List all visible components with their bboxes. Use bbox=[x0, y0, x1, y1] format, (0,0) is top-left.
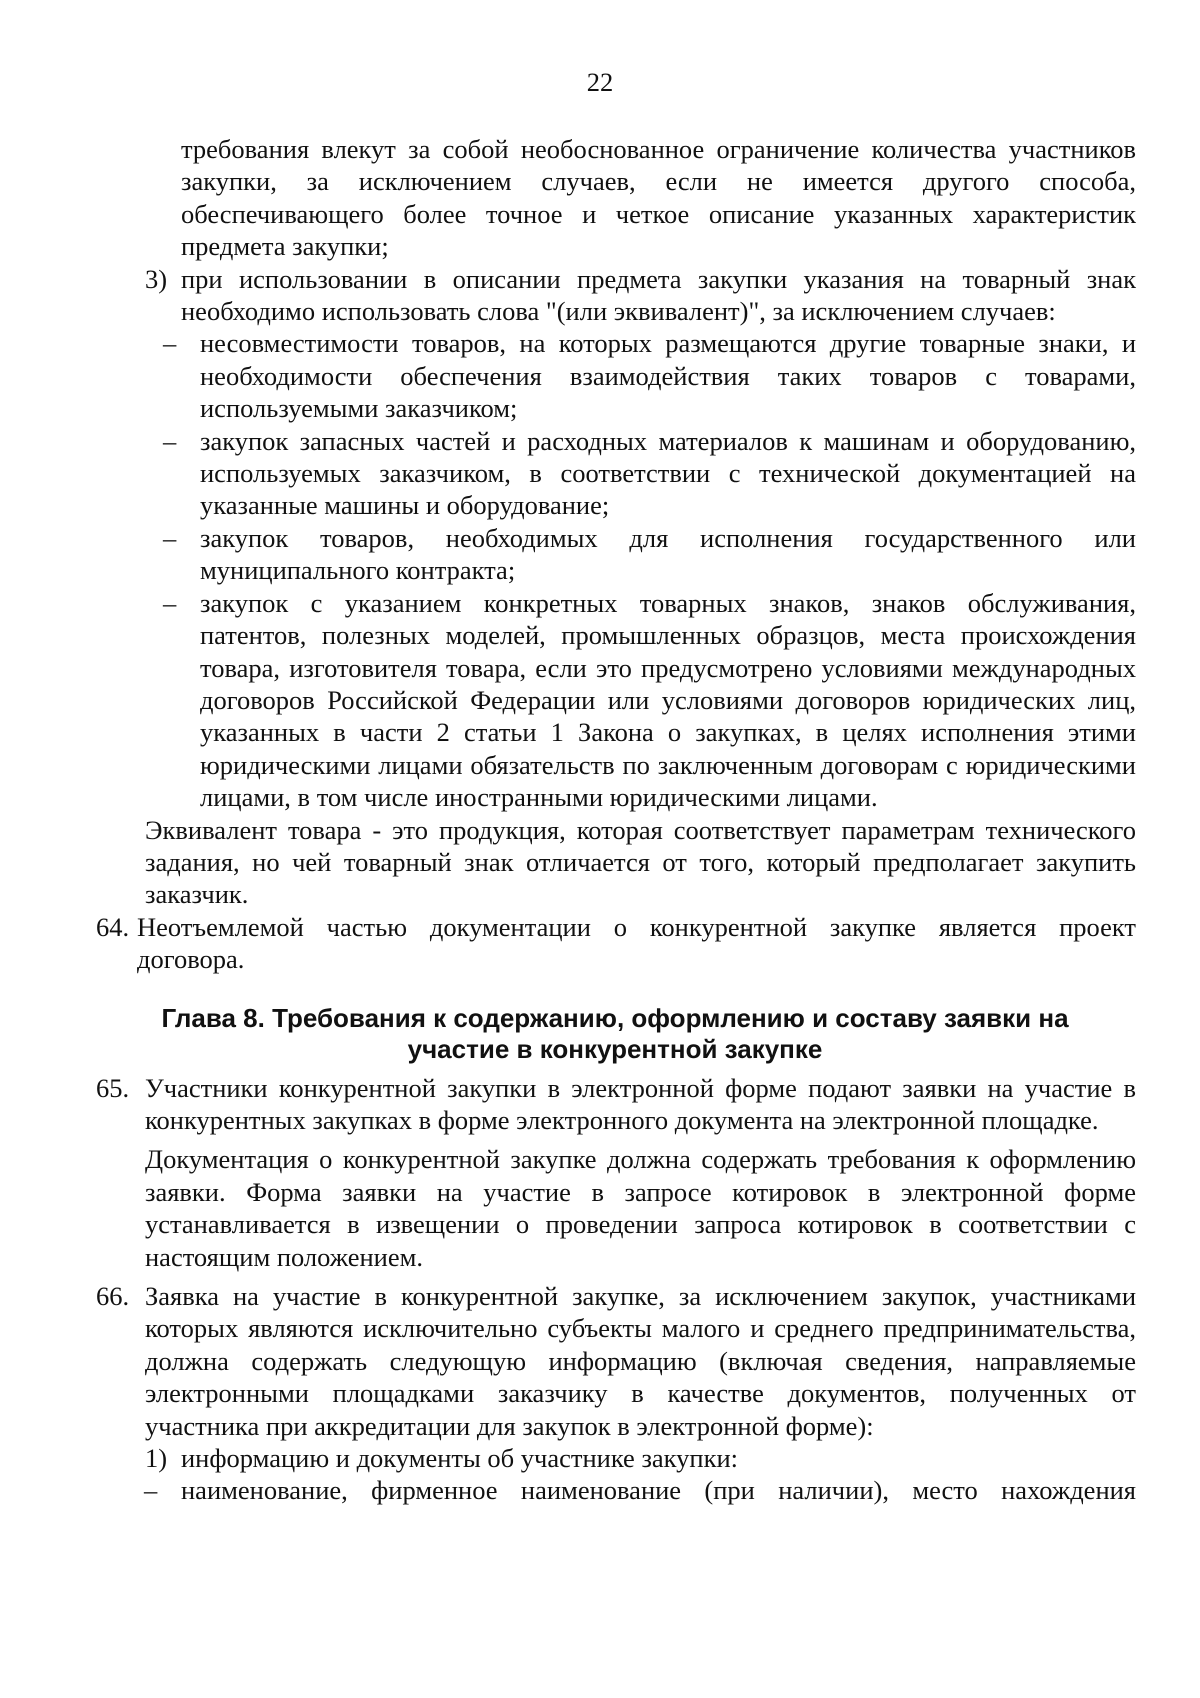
continuation-paragraph: требования влекут за собой необоснованное ограничение количества участников закупки, за исключением случаев, если не имеется другого способа, обеспечивающего более точное и четкое описание указанных характеристик предмета закупки; bbox=[181, 134, 1136, 262]
dash-item-text: закупок запасных частей и расходных материалов к машинам и оборудованию, используемых заказчиком, в соответствии с технической документацией на указанные машины и оборудование; bbox=[200, 425, 1136, 521]
dash-item bbox=[144, 1474, 1136, 1506]
list-item-3 bbox=[145, 263, 1136, 328]
dash-bullet: – bbox=[163, 522, 177, 553]
item-65-paragraph-2: Документация о конкурентной закупке должна содержать требования к оформлению заявки. Форма заявки на участие в запросе котировок в электронной форме устанавливается в извещении о проведении запроса котировок в соответствии с настоящим положением. bbox=[145, 1144, 1136, 1272]
page-content bbox=[0, 133, 1200, 1507]
dash-item bbox=[163, 425, 1136, 522]
item-64 bbox=[96, 911, 1136, 976]
dash-item-text: закупок товаров, необходимых для исполнения государственного или муниципального контракта; bbox=[200, 522, 1136, 586]
dash-item-text: закупок с указанием конкретных товарных знаков, знаков обслуживания, патентов, полезных моделей, промышленных образцов, места происхождения товара, изготовителя товара, если это предусмотрено условиями международных договоров Российской Федерации или условиями договоров юридических лиц, указанных в части 2 статьи 1 Закона о закупках, в целях исполнения этими юридическими лицами обязательств по заключенным договорам с юридическими лицами, в том числе иностранными юридическими лицами. bbox=[200, 587, 1136, 813]
dash-item bbox=[163, 587, 1136, 814]
item-66-subitem-1 bbox=[145, 1442, 1136, 1474]
dash-bullet: – bbox=[144, 1475, 158, 1506]
dash-bullet: – bbox=[163, 328, 177, 359]
item-text: Заявка на участие в конкурентной закупке, за исключением закупок, участниками которых являются исключительно субъекты малого и среднего предпринимательства, должна содержать следующую информацию (включая сведения, направляемые электронными площадками заказчику в качестве документов, полученных от участника при аккредитации для закупок в электронной форме): bbox=[145, 1281, 1136, 1441]
list-number: 1) bbox=[145, 1443, 168, 1474]
page-number: 22 bbox=[586, 67, 614, 97]
dash-item-text: наименование, фирменное наименование (при наличии), место нахождения bbox=[181, 1475, 1136, 1506]
item-66 bbox=[96, 1280, 1136, 1442]
dash-item bbox=[163, 522, 1136, 587]
item-text: Неотъемлемой частью документации о конкурентной закупке является проект договора. bbox=[137, 911, 1136, 975]
dash-bullet: – bbox=[163, 425, 177, 456]
equivalent-paragraph: Эквивалент товара - это продукция, которая соответствует параметрам технического задания, но чей товарный знак отличается от того, который предполагает закупить заказчик. bbox=[145, 814, 1136, 910]
item-65 bbox=[96, 1072, 1136, 1137]
dash-item bbox=[163, 327, 1136, 424]
chapter-heading: Глава 8. Требования к содержанию, оформлению и составу заявки на участие в конкурентной закупке bbox=[161, 1002, 1069, 1064]
item-number: 66. bbox=[96, 1281, 130, 1311]
dash-item-text: несовместимости товаров, на которых размещаются другие товарные знаки, и необходимости обеспечения взаимодействия таких товаров с товарами, используемыми заказчиком; bbox=[200, 328, 1136, 424]
list-item-text: при использовании в описании предмета закупки указания на товарный знак необходимо использовать слова "(или эквивалент)", за исключением случаев: bbox=[181, 263, 1136, 327]
item-number: 65. bbox=[96, 1072, 130, 1103]
item-number: 64. bbox=[96, 911, 130, 942]
item-text: Участники конкурентной закупки в электронной форме подают заявки на участие в конкурентных закупках в форме электронного документа на электронной площадке. bbox=[145, 1072, 1136, 1135]
list-number: 3) bbox=[145, 263, 168, 294]
dash-bullet: – bbox=[163, 587, 177, 618]
list-item-text: информацию и документы об участнике закупки: bbox=[181, 1443, 739, 1474]
